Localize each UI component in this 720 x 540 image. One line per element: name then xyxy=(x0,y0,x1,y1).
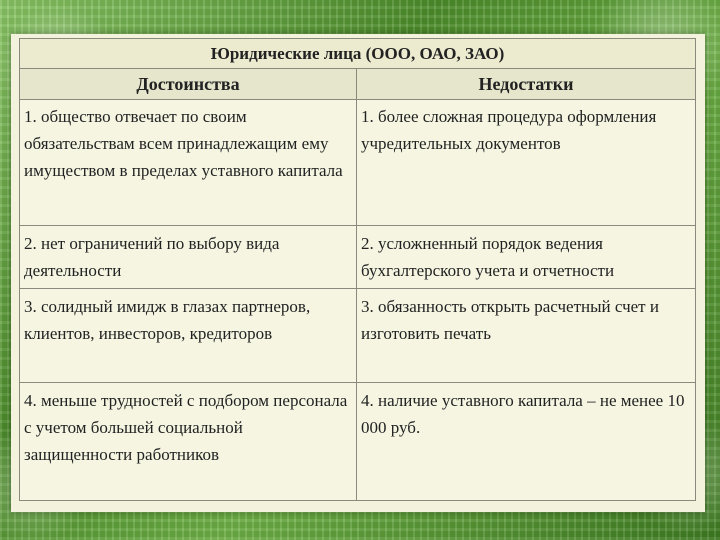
table-row xyxy=(20,289,696,383)
advantage-cell: 1. общество отвечает по своим обязательствам всем принадлежащим ему имуществом в пределах уставного капитала xyxy=(20,100,357,226)
disadvantage-cell: 1. более сложная процедура оформления учредительных документов xyxy=(357,100,696,226)
comparison-table xyxy=(19,38,696,501)
table-row xyxy=(20,100,696,226)
header-advantages: Достоинства xyxy=(20,69,357,100)
table-title: Юридические лица (ООО, ОАО, ЗАО) xyxy=(20,39,696,69)
advantage-cell: 4. меньше трудностей с подбором персонала с учетом большей социальной защищенности работников xyxy=(20,383,357,501)
advantage-cell: 3. солидный имидж в глазах партнеров, клиентов, инвесторов, кредиторов xyxy=(20,289,357,383)
disadvantage-cell: 4. наличие уставного капитала – не менее 10 000 руб. xyxy=(357,383,696,501)
advantage-cell: 2. нет ограничений по выбору вида деятельности xyxy=(20,226,357,289)
table-row xyxy=(20,226,696,289)
table-row xyxy=(20,383,696,501)
disadvantage-cell: 2. усложненный порядок ведения бухгалтерского учета и отчетности xyxy=(357,226,696,289)
disadvantage-cell: 3. обязанность открыть расчетный счет и изготовить печать xyxy=(357,289,696,383)
header-disadvantages: Недостатки xyxy=(357,69,696,100)
table-title-row xyxy=(20,39,696,69)
table-header-row xyxy=(20,69,696,100)
